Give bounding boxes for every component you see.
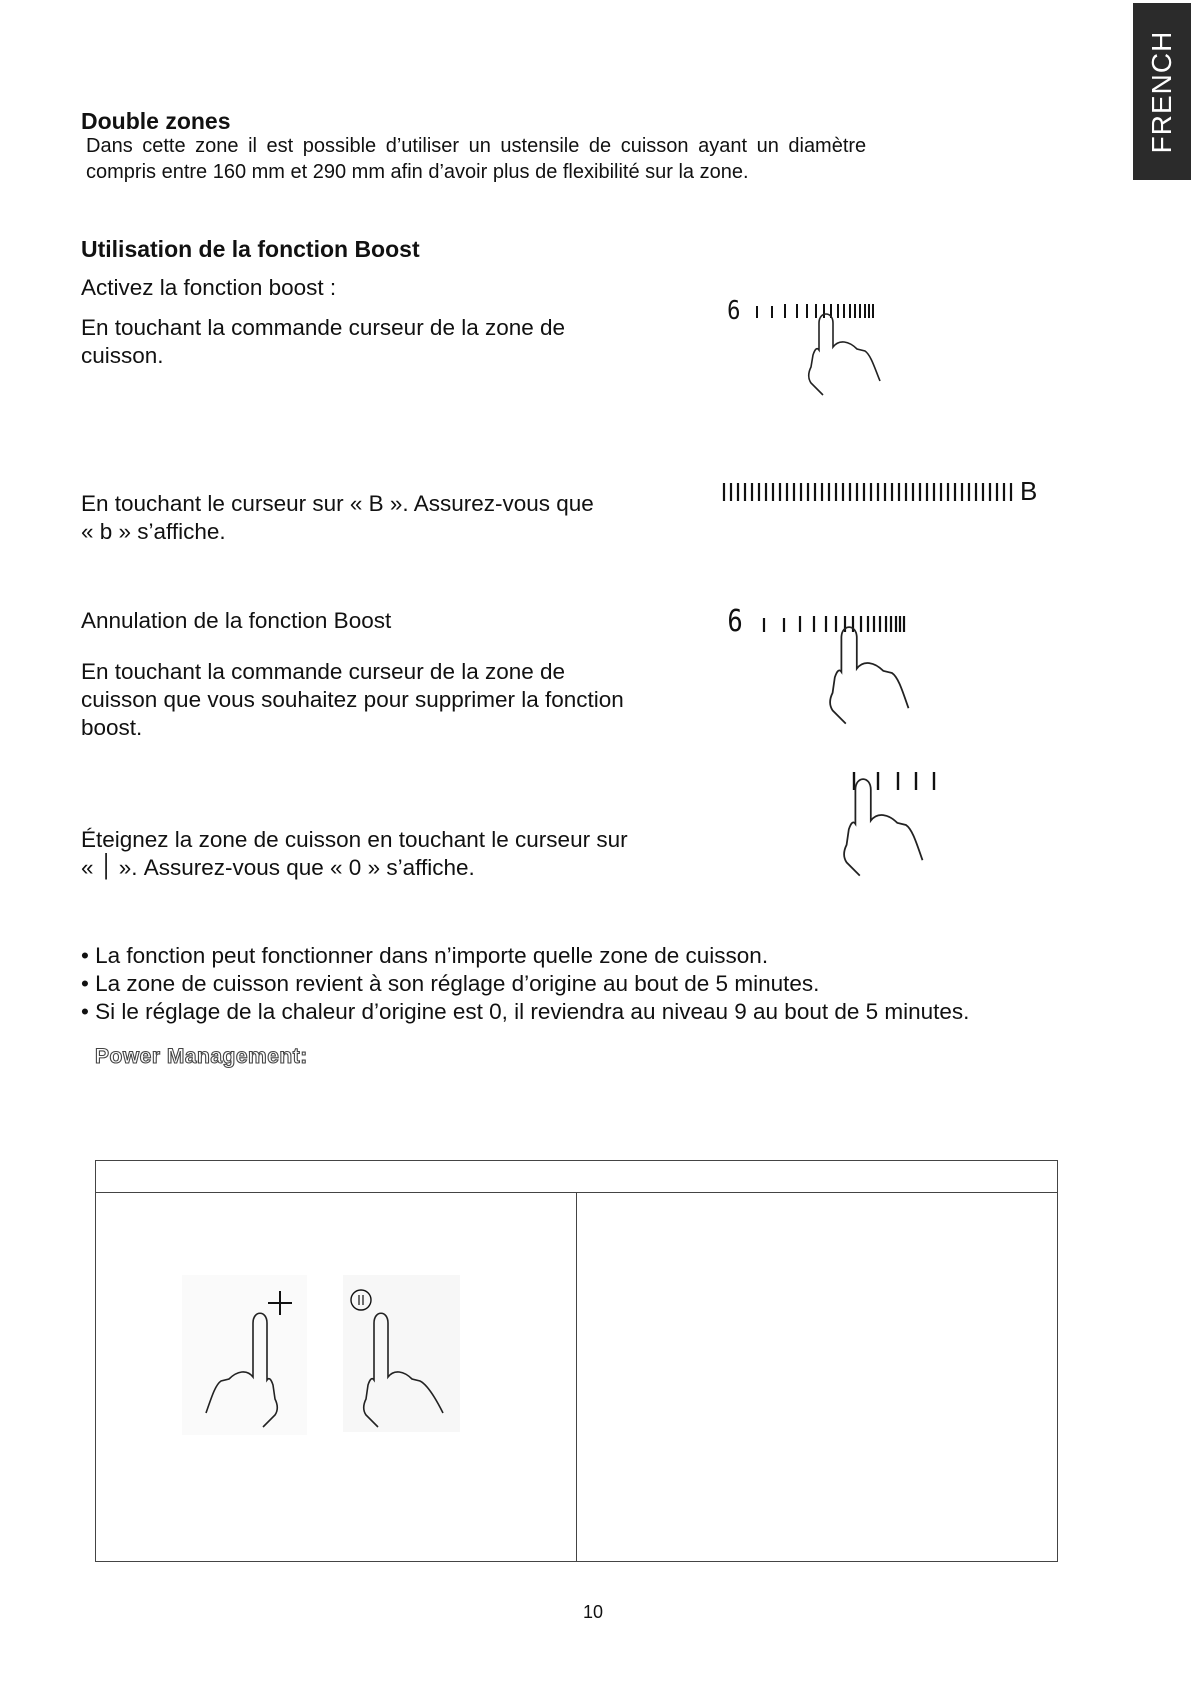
double-zones-line2: compris entre 160 mm et 290 mm afin d’avoir plus de flexibilité sur la zone. [86,161,749,183]
pointing-hand-icon-pause [348,1305,463,1430]
boost-heading: Utilisation de la fonction Boost [81,236,420,262]
pointing-hand-icon-b [826,618,936,728]
boost-step1-line2: cuisson. [81,343,164,368]
boost-step3-line2: cuisson que vous souhaitez pour supprimer la fonction [81,687,624,712]
double-zones-heading: Double zones [81,108,231,134]
boost-step2-line1: En touchant le curseur sur « B ». Assurez-vous que [81,491,594,516]
pointing-hand-icon-c [840,770,950,880]
page-number: 10 [583,1602,604,1622]
cancel-boost-heading: Annulation de la fonction Boost [81,608,392,633]
boost-step4-line1: Éteignez la zone de cuisson en touchant le curseur sur [81,827,628,852]
language-tab [1133,3,1191,180]
double-zones-line1 [86,133,936,159]
boost-letter-b: B [1020,476,1038,506]
note-3: • Si le réglage de la chaleur d’origine est 0, il reviendra au niveau 9 au bout de 5 minutes. [81,999,970,1024]
power-management-heading: Power Management: [95,1045,308,1068]
boost-step3-line1: En touchant la commande curseur de la zone de [81,659,566,684]
boost-step2-line2: « b » s’affiche. [81,519,226,544]
double-zones-line1-text: Dans cette zone il est possible d’utiliser un ustensile de cuisson ayant un diamètre [86,135,867,157]
language-label: FRENCH [1146,30,1177,153]
note-1: • La fonction peut fonctionner dans n’importe quelle zone de cuisson. [81,943,769,968]
boost-step4-line2: « ׀ ». Assurez-vous que « 0 » s’affiche. [81,855,475,880]
pointing-hand-icon-plus [180,1305,290,1430]
display-digit-6-b: 6 [727,604,743,639]
slider-bars-full [722,481,1022,503]
display-digit-6-a: 6 [727,296,741,326]
table-column-divider [576,1192,577,1561]
boost-step1-line1: En touchant la commande curseur de la zone de [81,315,566,340]
boost-step3-line3: boost. [81,715,143,740]
pointing-hand-icon-a [805,305,905,400]
note-2: • La zone de cuisson revient à son réglage d’origine au bout de 5 minutes. [81,971,820,996]
boost-activate: Activez la fonction boost : [81,275,337,300]
